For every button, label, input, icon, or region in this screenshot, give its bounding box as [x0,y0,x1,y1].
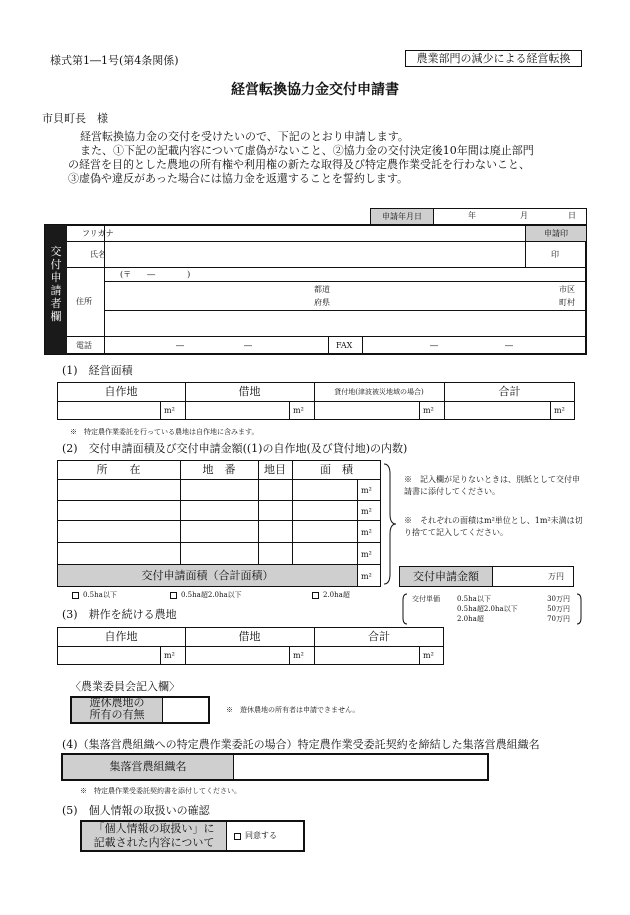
s2-option-1-label: 0.5ha以下 [83,591,117,599]
applicant-side-label: 交付申請者欄 [50,245,62,323]
name-label: 氏名 [90,250,106,259]
addressee: 市貝町長 様 [42,112,108,125]
section-3-heading: (3) 耕作を続ける農地 [62,608,177,621]
s2-rate-range-2: 0.5ha超2.0ha以下 [457,605,518,613]
applicant-side-bar [45,225,67,354]
s2-area-total-label: 交付申請面積（合計面積） [58,565,357,586]
seal-label: 申請印 [526,226,586,241]
intro-line-3: の経営を目的とした農地の所有権や利用権の新たな取得及び特定農作業受託を行わないこと、 [68,158,530,171]
s5-label-line-2: 記載された内容について [93,836,215,849]
s1-unit-2: m² [293,406,304,415]
section-1-heading: (1) 経営面積 [62,364,133,377]
form-type-badge: 農業部門の減少による経営転換 [405,50,582,67]
s2-unit-2: m² [361,507,372,516]
s3-rent-header: 借地 [238,630,261,643]
s3-total-header: 合計 [368,630,390,643]
tel-dash-2: ― [244,341,252,350]
tel-label: 電話 [76,341,92,350]
s2-unit-3: m² [361,528,372,537]
fax-dash-2: ― [505,341,513,350]
s2-rate-range-3: 2.0ha超 [457,615,484,623]
address-todo: 都道 [314,285,330,294]
s2-option-2-checkbox[interactable] [170,592,177,599]
section-4-heading: (4)（集落営農組織への特定農作業委託の場合）特定農作業受委託契約を締結した集落営農組織名 [62,738,540,751]
date-month: 月 [520,211,528,220]
s2-rate-range-1: 0.5ha以下 [457,595,491,603]
committee-label-line-1: 遊休農地の [89,696,145,709]
s2-option-1-checkbox[interactable] [72,592,79,599]
s1-unit-4: m² [554,406,565,415]
date-day: 日 [568,211,576,220]
s2-area-header: 面 積 [320,463,353,476]
s2-option-3 [312,591,350,600]
s3-unit-2: m² [293,651,304,660]
s2-note-1: ※ 記入欄が足りないときは、別紙として交付申請書に添付してください。 [404,475,580,496]
tel-dash-1: ― [176,341,184,350]
s1-rent-header: 借地 [238,385,261,398]
s5-agree-checkbox[interactable] [234,833,241,840]
s2-option-3-checkbox[interactable] [312,592,319,599]
s2-option-1 [72,591,117,600]
s1-note: ※ 特定農作業委託を行っている農地は自作地に含みます。 [70,428,259,436]
form-number: 様式第1―1号(第4条関係) [50,54,179,67]
application-date-label: 申請年月日 [371,209,433,224]
section-2-heading: (2) 交付申請面積及び交付申請金額((1)の自作地(及び貸付地)の内数) [62,442,408,455]
furigana-label: フリガナ [82,229,114,238]
intro-line-1: 経営転換協力金の交付を受けたいので、下記のとおり申請します。 [80,130,409,143]
s2-unit-4: m² [361,550,372,559]
s1-own-header: 自作地 [104,385,138,398]
fax-dash-1: ― [430,341,438,350]
s2-option-2 [170,591,242,600]
s5-agree-label: 同意する [245,831,277,840]
s2-rate-amount-3: 70万円 [547,615,570,623]
s2-amount-unit: 万円 [548,572,564,581]
postal-code: (〒 ― ) [120,270,191,279]
address-shiku: 市区 [559,285,575,294]
s4-note: ※ 特定農作業受委託契約書を添付してください。 [80,787,241,795]
s2-rate-amount-2: 50万円 [547,605,570,613]
s5-label-line-1: 「個人情報の取扱い」に [93,822,215,835]
s1-lend-header: 貸付地(津波被災地域の場合) [334,388,424,396]
s2-category-header: 地目 [264,463,286,476]
committee-note: ※ 遊休農地の所有者は申請できません。 [226,706,360,714]
s2-location-header: 所 在 [96,463,141,476]
s5-agree-option [234,831,277,841]
s2-lot-header: 地 番 [202,463,236,476]
s3-own-header: 自作地 [104,630,138,643]
s2-rate-amount-1: 30万円 [547,595,570,603]
fax-label: FAX [336,341,353,350]
s4-org-label: 集落営農組織名 [63,755,233,779]
committee-heading: 〈農業委員会記入欄〉 [70,680,180,693]
s2-unit-5: m² [361,572,372,581]
intro-line-2: また、①下記の記載内容について虚偽がないこと、②協力金の交付決定後10年間は廃止部門 [80,144,534,157]
s2-option-2-label: 0.5ha超2.0ha以下 [181,591,242,599]
s2-bracket-icon [383,462,397,586]
address-fuken: 府県 [314,298,330,307]
page-title: 経営転換協力金交付申請書 [231,82,399,98]
s2-amount-label: 交付申請金額 [400,567,492,586]
section-5-heading: (5) 個人情報の取扱いの確認 [62,804,210,817]
s3-unit-1: m² [164,651,175,660]
date-year: 年 [468,211,476,220]
address-label: 住所 [76,297,92,306]
seal-mark: 印 [551,250,559,259]
s2-note-2: ※ それぞれの面積はm²単位とし、1m²未満は切り捨てて記入してください。 [404,516,583,537]
intro-line-4: ③虚偽や違反があった場合には協力金を返還することを誓約します。 [68,172,409,185]
s3-unit-3: m² [423,651,434,660]
address-choson: 町村 [559,298,575,307]
s1-total-header: 合計 [498,385,521,398]
s2-option-3-label: 2.0ha超 [323,591,350,599]
s2-unit-1: m² [361,486,372,495]
committee-label-line-2: 所有の有無 [89,708,145,721]
s1-unit-3: m² [423,406,434,415]
s1-unit-1: m² [164,406,175,415]
s2-rate-label: 交付単価 [412,595,440,603]
